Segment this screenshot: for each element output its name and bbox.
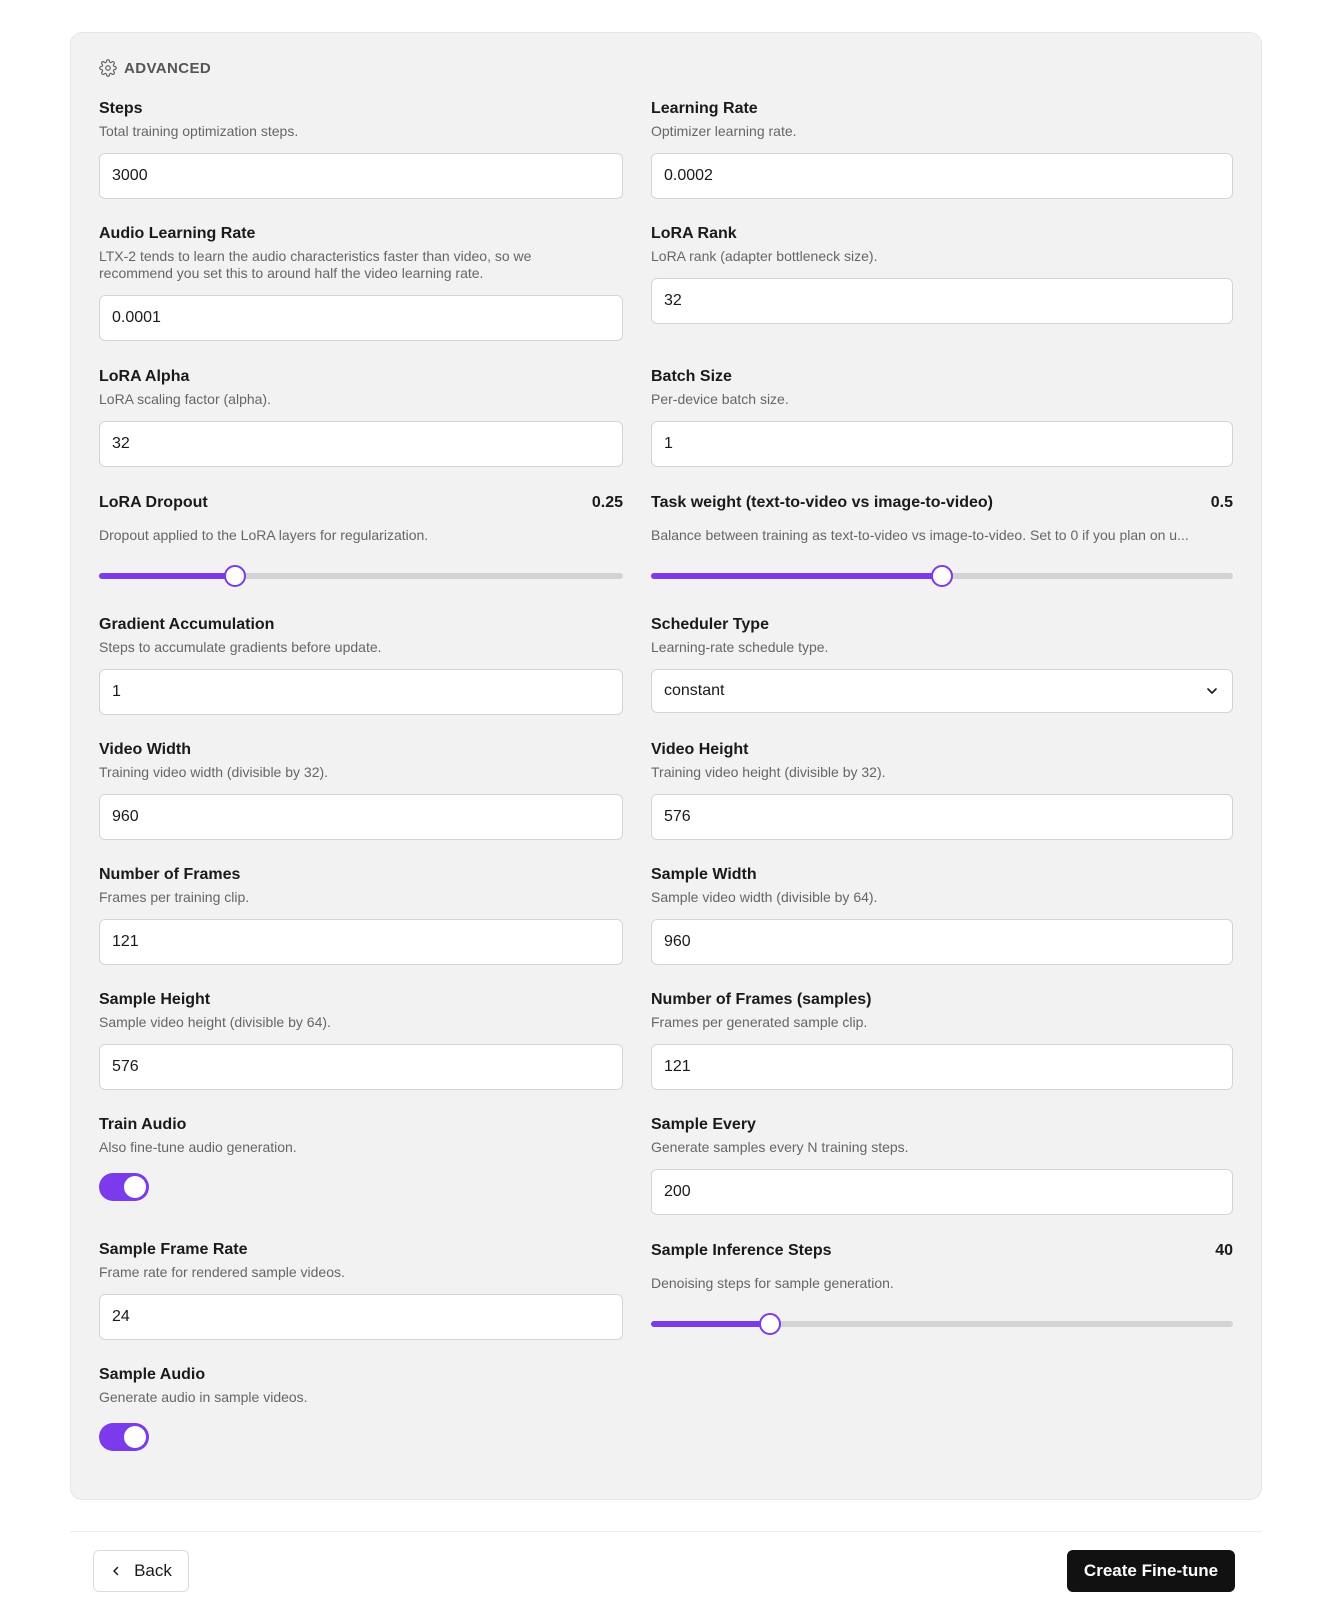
back-button[interactable]: [93, 1550, 189, 1592]
sample-frame-rate-input[interactable]: [99, 1294, 623, 1340]
field-label: LoRA Dropout: [99, 494, 208, 511]
back-button-label: Back: [134, 1561, 172, 1580]
field-lora-dropout: [99, 493, 623, 544]
field-description: Per-device batch size.: [651, 391, 789, 407]
field-sample-height: [99, 990, 623, 1031]
slider-fill: [99, 573, 235, 579]
batch-size-input[interactable]: [651, 421, 1233, 467]
slider-thumb[interactable]: [931, 565, 953, 587]
field-steps: [99, 99, 623, 140]
create-fine-tune-button[interactable]: Create Fine-tune: [1067, 1550, 1235, 1592]
field-description: LoRA scaling factor (alpha).: [99, 391, 271, 407]
sample-audio-toggle[interactable]: [99, 1423, 149, 1451]
field-video-height: [651, 740, 1233, 781]
select-value: constant: [664, 682, 725, 699]
field-audio-learning-rate: [99, 224, 623, 282]
slider-value: 40: [1215, 1242, 1233, 1259]
train-audio-toggle[interactable]: [99, 1173, 149, 1201]
field-description: Steps to accumulate gradients before update.: [99, 639, 382, 655]
field-video-width: [99, 740, 623, 781]
field-sample-width: [651, 865, 1233, 906]
field-label: LoRA Alpha: [99, 368, 190, 385]
sample-inference-steps-slider[interactable]: [651, 1321, 1233, 1327]
field-description: Training video height (divisible by 32).: [651, 764, 886, 780]
lora-alpha-input[interactable]: [99, 421, 623, 467]
field-lora-alpha: [99, 367, 623, 408]
chevron-down-icon: [1204, 683, 1220, 699]
field-description: Sample video height (divisible by 64).: [99, 1014, 331, 1030]
gradient-accumulation-input[interactable]: [99, 669, 623, 715]
slider-value: 0.5: [1210, 494, 1233, 511]
field-label: Learning Rate: [651, 100, 758, 117]
advanced-panel: [70, 32, 1262, 1500]
task-weight-slider[interactable]: [651, 573, 1233, 579]
field-lora-rank: [651, 224, 1233, 265]
field-sample-audio: [99, 1365, 623, 1406]
number-of-frames-input[interactable]: [99, 919, 623, 965]
field-label: Sample Width: [651, 866, 757, 883]
field-label: Train Audio: [99, 1116, 187, 1133]
number-of-frames-samples-input[interactable]: [651, 1044, 1233, 1090]
field-description: Learning-rate schedule type.: [651, 639, 829, 655]
slider-thumb[interactable]: [224, 565, 246, 587]
video-width-input[interactable]: [99, 794, 623, 840]
slider-fill: [651, 1321, 770, 1327]
field-label: Video Width: [99, 741, 191, 758]
gear-icon: [99, 59, 117, 77]
learning-rate-input[interactable]: [651, 153, 1233, 199]
field-description: Optimizer learning rate.: [651, 123, 797, 139]
toggle-knob: [124, 1176, 146, 1198]
field-number-of-frames-samples: [651, 990, 1233, 1031]
field-description: LTX-2 tends to learn the audio characteristics faster than video, so we recommend you set this to around half the video learning rate.: [99, 248, 532, 281]
field-gradient-accumulation: [99, 615, 623, 656]
field-description: Frames per training clip.: [99, 889, 250, 905]
field-label: Steps: [99, 100, 143, 117]
sample-width-input[interactable]: [651, 919, 1233, 965]
field-sample-every: [651, 1115, 1233, 1156]
field-label: Number of Frames (samples): [651, 991, 872, 1008]
field-description: Training video width (divisible by 32).: [99, 764, 329, 780]
field-batch-size: [651, 367, 1233, 408]
field-description: Generate samples every N training steps.: [651, 1139, 909, 1155]
audio-learning-rate-input[interactable]: [99, 295, 623, 341]
field-scheduler-type: [651, 615, 1233, 699]
section-header: [99, 59, 211, 77]
field-description: Also fine-tune audio generation.: [99, 1139, 297, 1155]
field-label: Sample Height: [99, 991, 211, 1008]
field-label: Task weight (text-to-video vs image-to-video): [651, 494, 993, 511]
field-description: LoRA rank (adapter bottleneck size).: [651, 248, 878, 264]
video-height-input[interactable]: [651, 794, 1233, 840]
field-label: LoRA Rank: [651, 225, 737, 242]
field-label: Sample Inference Steps: [651, 1242, 832, 1259]
chevron-left-icon: [110, 1565, 122, 1577]
field-label: Audio Learning Rate: [99, 225, 256, 242]
field-description: Balance between training as text-to-video vs image-to-video. Set to 0 if you plan on u...: [651, 527, 1189, 543]
field-label: Video Height: [651, 741, 749, 758]
field-description: Denoising steps for sample generation.: [651, 1275, 894, 1291]
field-sample-inference-steps: [651, 1241, 1233, 1292]
field-description: Total training optimization steps.: [99, 123, 299, 139]
field-label: Sample Frame Rate: [99, 1241, 248, 1258]
sample-height-input[interactable]: [99, 1044, 623, 1090]
footer-divider: [70, 1531, 1262, 1532]
section-title: ADVANCED: [124, 59, 212, 77]
field-train-audio: [99, 1115, 623, 1156]
sample-every-input[interactable]: [651, 1169, 1233, 1215]
steps-input[interactable]: [99, 153, 623, 199]
scheduler-type-select[interactable]: [651, 669, 1233, 713]
field-learning-rate: [651, 99, 1233, 140]
field-number-of-frames: [99, 865, 623, 906]
field-description: Dropout applied to the LoRA layers for regularization.: [99, 527, 429, 543]
field-label: Sample Every: [651, 1116, 756, 1133]
field-sample-frame-rate: [99, 1240, 623, 1281]
field-label: Batch Size: [651, 368, 732, 385]
toggle-knob: [124, 1426, 146, 1448]
lora-rank-input[interactable]: [651, 278, 1233, 324]
field-label: Scheduler Type: [651, 616, 769, 633]
slider-thumb[interactable]: [759, 1313, 781, 1335]
field-description: Generate audio in sample videos.: [99, 1389, 308, 1405]
field-description: Sample video width (divisible by 64).: [651, 889, 878, 905]
lora-dropout-slider[interactable]: [99, 573, 623, 579]
slider-value: 0.25: [591, 494, 623, 511]
field-description: Frames per generated sample clip.: [651, 1014, 868, 1030]
field-label: Sample Audio: [99, 1366, 206, 1383]
field-label: Number of Frames: [99, 866, 241, 883]
slider-fill: [651, 573, 942, 579]
field-label: Gradient Accumulation: [99, 616, 275, 633]
field-description: Frame rate for rendered sample videos.: [99, 1264, 345, 1280]
field-task-weight: [651, 493, 1233, 544]
